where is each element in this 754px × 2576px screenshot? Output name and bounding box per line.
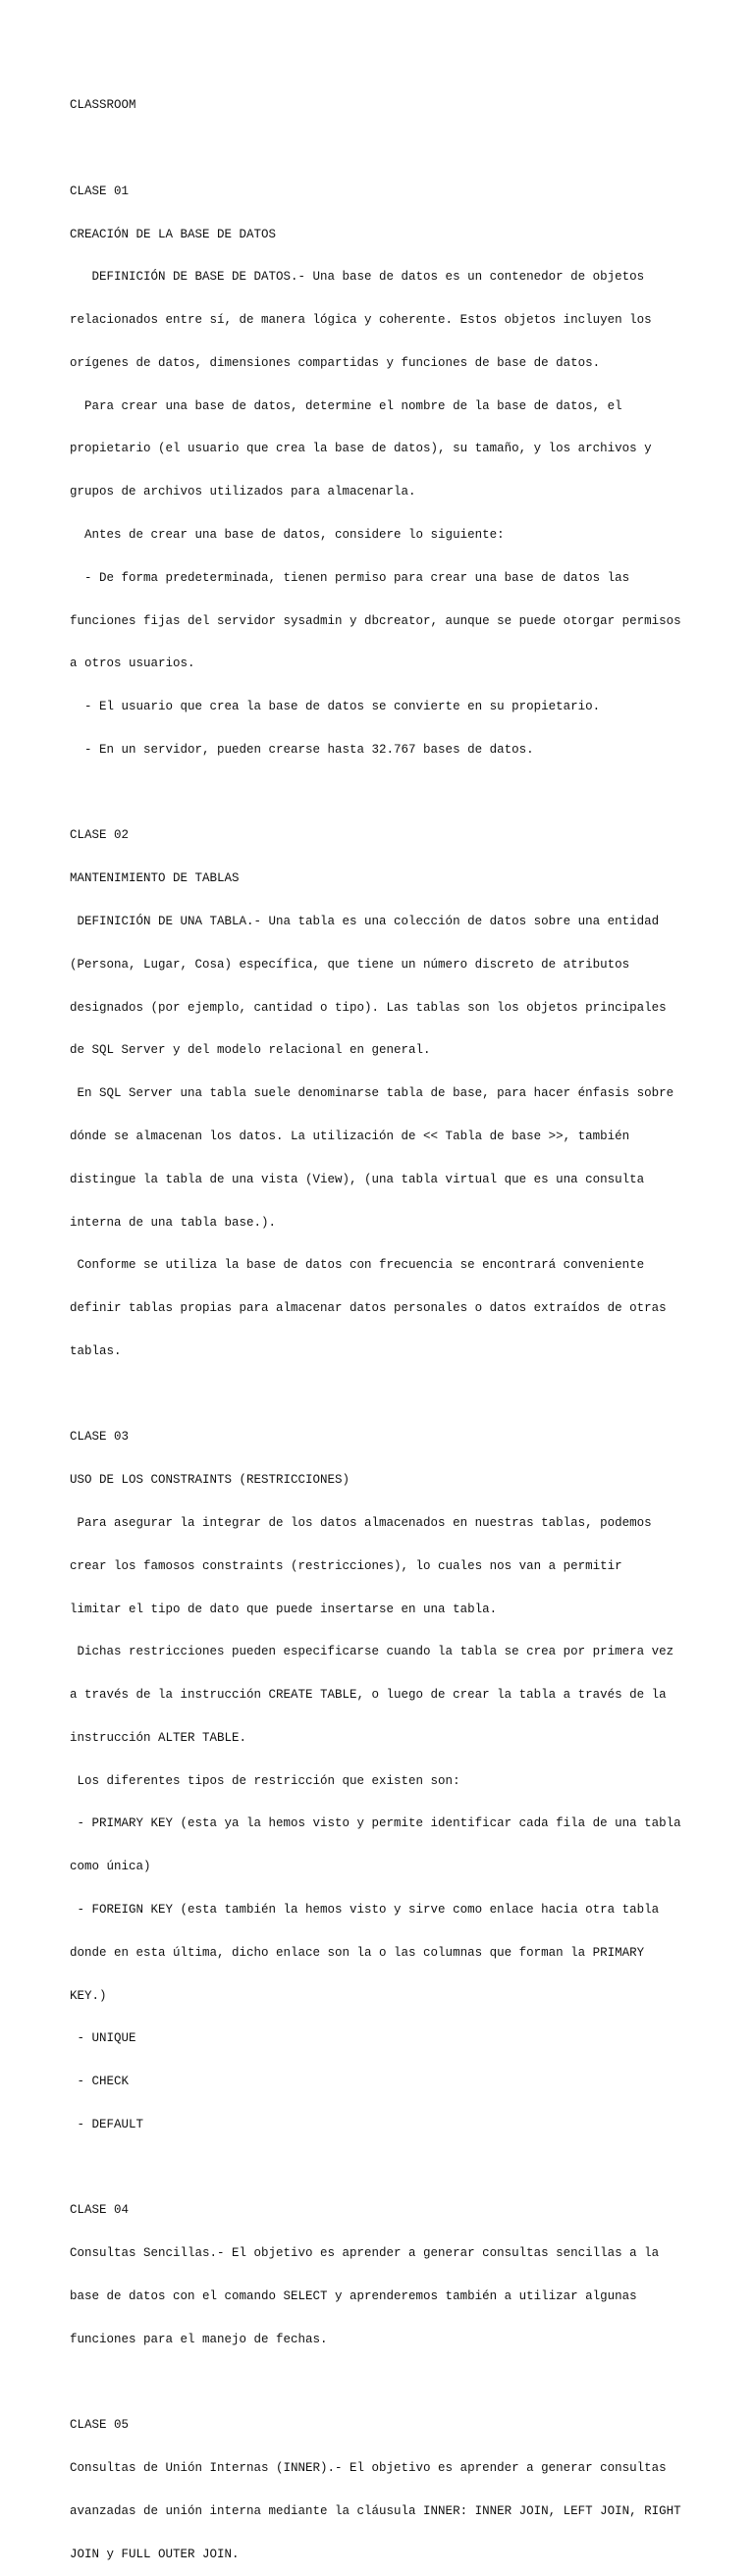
text-line: (Persona, Lugar, Cosa) específica, que tiene un número discreto de atributos <box>70 957 630 972</box>
text-line: Dichas restricciones pueden especificarse cuando la tabla se crea por primera vez <box>70 1645 674 1659</box>
blank-line <box>70 786 698 801</box>
text-line: KEY.) <box>70 1988 107 2003</box>
text-line: designados (por ejemplo, cantidad o tipo). Las tablas son los objetos principales <box>70 1000 667 1015</box>
list-item: - DEFAULT <box>70 2117 144 2131</box>
text-line: de SQL Server y del modelo relacional en general. <box>70 1043 431 1058</box>
text-line: dónde se almacenan los datos. La utilización de << Tabla de base >>, también <box>70 1129 630 1143</box>
text-line: orígenes de datos, dimensiones compartidas y funciones de base de datos. <box>70 355 601 370</box>
text-line: Para crear una base de datos, determine el nombre de la base de datos, el <box>70 398 622 413</box>
text-line: - En un servidor, pueden crearse hasta 32.767 bases de datos. <box>70 742 534 757</box>
section-number: CLASE 01 <box>70 184 130 198</box>
text-line: como única) <box>70 1860 151 1874</box>
text-line: Consultas Sencillas.- El objetivo es aprender a generar consultas sencillas a la <box>70 2246 660 2261</box>
text-line: funciones para el manejo de fechas. <box>70 2332 328 2346</box>
text-line: Conforme se utiliza la base de datos con frecuencia se encontrará conveniente <box>70 1258 645 1273</box>
text-line: base de datos con el comando SELECT y aprenderemos también a utilizar algunas <box>70 2289 637 2304</box>
list-item: - UNIQUE <box>70 2031 136 2046</box>
section-number: CLASE 04 <box>70 2203 130 2218</box>
section-number: CLASE 05 <box>70 2418 130 2433</box>
text-line: JOIN y FULL OUTER JOIN. <box>70 2547 240 2561</box>
blank-line <box>70 1388 698 1402</box>
text-line: limitar el tipo de dato que puede insertarse en una tabla. <box>70 1602 498 1616</box>
text-line: propietario (el usuario que crea la base de datos), su tamaño, y los archivos y <box>70 442 652 456</box>
text-line: distingue la tabla de una vista (View), (una tabla virtual que es una consulta <box>70 1172 645 1186</box>
text-line: crear los famosos constraints (restricciones), lo cuales nos van a permitir <box>70 1558 622 1573</box>
text-line: En SQL Server una tabla suele denominarse tabla de base, para hacer énfasis sobre <box>70 1086 674 1101</box>
section-number: CLASE 03 <box>70 1430 130 1445</box>
text-line: definir tablas propias para almacenar datos personales o datos extraídos de otras <box>70 1301 667 1316</box>
text-line: Los diferentes tipos de restricción que existen son: <box>70 1773 460 1788</box>
text-line: Para asegurar la integrar de los datos almacenados en nuestras tablas, podemos <box>70 1515 652 1530</box>
text-line: - De forma predeterminada, tienen permiso para crear una base de datos las <box>70 570 630 585</box>
text-line: DEFINICIÓN DE UNA TABLA.- Una tabla es una colección de datos sobre una entidad <box>70 915 660 929</box>
section-title: CREACIÓN DE LA BASE DE DATOS <box>70 227 277 241</box>
text-line: Consultas de Unión Internas (INNER).- El objetivo es aprender a generar consultas <box>70 2461 667 2476</box>
document-text <box>70 70 698 2576</box>
section-title: MANTENIMIENTO DE TABLAS <box>70 871 240 886</box>
text-line: instrucción ALTER TABLE. <box>70 1730 247 1745</box>
section-title: USO DE LOS CONSTRAINTS (RESTRICCIONES) <box>70 1473 350 1488</box>
text-line: - El usuario que crea la base de datos se convierte en su propietario. <box>70 700 601 714</box>
blank-line <box>70 2376 698 2391</box>
text-line: a través de la instrucción CREATE TABLE, o luego de crear la tabla a través de la <box>70 1688 667 1703</box>
text-line: relacionados entre sí, de manera lógica y coherente. Estos objetos incluyen los <box>70 313 652 328</box>
text-line: funciones fijas del servidor sysadmin y dbcreator, aunque se puede otorgar permisos <box>70 613 681 628</box>
text-line: DEFINICIÓN DE BASE DE DATOS.- Una base de datos es un contenedor de objetos <box>70 270 645 285</box>
text-line: Antes de crear una base de datos, considere lo siguiente: <box>70 528 505 542</box>
text-line: - PRIMARY KEY (esta ya la hemos visto y permite identificar cada fila de una tabla <box>70 1816 681 1831</box>
blank-line <box>70 2161 698 2176</box>
text-line: interna de una tabla base.). <box>70 1215 277 1230</box>
text-line: a otros usuarios. <box>70 657 195 671</box>
text-line: tablas. <box>70 1343 122 1358</box>
text-line: avanzadas de unión interna mediante la cláusula INNER: INNER JOIN, LEFT JOIN, RIGHT <box>70 2503 681 2518</box>
text-line: grupos de archivos utilizados para almacenarla. <box>70 485 416 499</box>
text-line: - FOREIGN KEY (esta también la hemos visto y sirve como enlace hacia otra tabla <box>70 1903 660 1917</box>
list-item: - CHECK <box>70 2075 130 2089</box>
doc-title: CLASSROOM <box>70 98 136 113</box>
text-line: donde en esta última, dicho enlace son la o las columnas que forman la PRIMARY <box>70 1945 645 1960</box>
section-number: CLASE 02 <box>70 828 130 843</box>
blank-line <box>70 141 698 156</box>
